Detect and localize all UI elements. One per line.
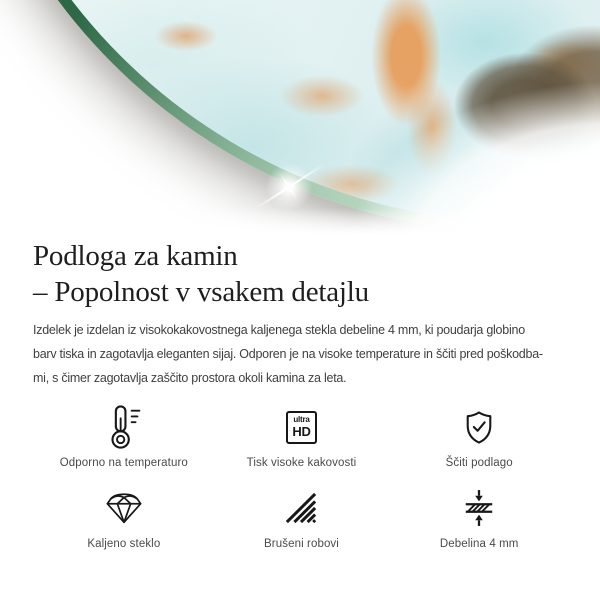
thickness-compression-icon [462, 485, 496, 531]
feature-label: Debelina 4 mm [439, 538, 519, 550]
feature-label: Odporno na temperaturo [59, 457, 188, 469]
shield-check-icon [463, 404, 495, 450]
feature-protects-surface [390, 404, 568, 469]
description-line: barv tiska in zagotavlja eleganten sijaj. Odporen je na visoke temperature in ščiti pred poškodba- [33, 347, 543, 361]
feature-tempered-glass [35, 485, 213, 550]
features-grid [33, 404, 570, 550]
product-description [33, 318, 570, 390]
ultra-hd-icon-text-top: ultra [293, 415, 310, 424]
feature-thickness [390, 485, 568, 550]
description-line: Izdelek je izdelan iz visokokakovostnega kaljenega stekla debeline 4 mm, ki poudarja globino [33, 323, 525, 337]
polished-edges-icon [285, 485, 317, 531]
feature-label: Kaljeno steklo [87, 538, 161, 550]
description-line: mi, s čimer zagotavlja zaščito prostora okoli kamina za leta. [33, 371, 347, 385]
thermometer-icon [107, 404, 141, 450]
page-title [33, 238, 570, 310]
title-line2: – Popolnost v vsakem detajlu [33, 276, 369, 308]
feature-label: Tisk visoke kakovosti [246, 457, 357, 469]
ultra-hd-icon [286, 404, 317, 450]
product-image [0, 0, 600, 234]
glass-panel [0, 0, 600, 233]
glass-artwork [0, 0, 600, 222]
feature-print-quality [213, 404, 391, 469]
feature-label: Ščiti podlago [445, 457, 513, 469]
feature-temperature-resistant [35, 404, 213, 469]
diamond-icon [104, 485, 144, 531]
ultra-hd-icon-text-bottom: HD [292, 424, 311, 439]
feature-label: Brušeni robovi [264, 538, 339, 550]
product-info-section [0, 234, 600, 550]
title-line1: Podloga za kamin [33, 240, 238, 272]
feature-polished-edges [213, 485, 391, 550]
